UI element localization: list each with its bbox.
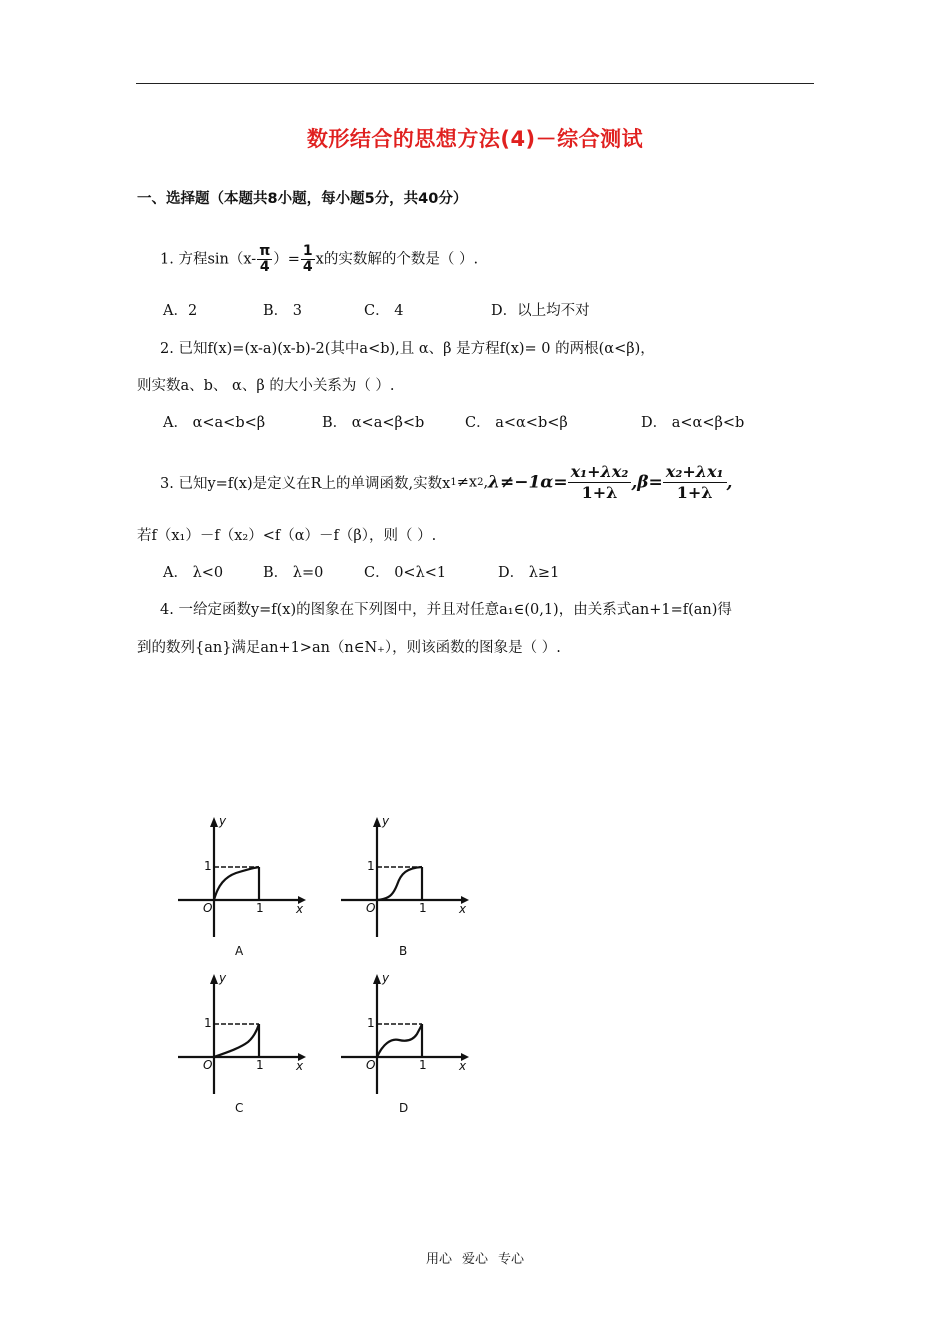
q3-beta-denominator: 1+λ xyxy=(676,483,713,502)
q2-option-c: C． a<α<b<β xyxy=(465,415,568,431)
q2-option-b: B． α<a<β<b xyxy=(322,415,425,431)
section-heading: 一、选择题（本题共8小题，每小题5分，共40分） xyxy=(137,191,468,207)
q3-alpha-eq: α= xyxy=(540,472,568,493)
page-title: 数形结合的思想方法(4)－综合测试 xyxy=(306,127,644,151)
q3-line-2: 若f（x₁）－f（x₂）<f（α）－f（β），则（ ）. xyxy=(137,528,437,544)
graph-d-y-tick: 1 xyxy=(367,1016,375,1030)
graph-c-x-label: x xyxy=(296,1059,304,1073)
q1-option-c: C． 4 xyxy=(364,303,404,319)
q2-line-1: 2. 已知f(x)=(x-a)(x-b)-2(其中a<b),且 α、β 是方程f(x)= 0 的两根(α<β)， xyxy=(160,341,655,357)
q3-sub-2: 2 xyxy=(477,477,484,488)
q4-line-1: 4. 一给定函数y=f(x)的图象在下列图中，并且对任意a₁∈(0,1)，由关系式an+1=f(an)得 xyxy=(160,602,732,618)
q3-option-a: A． λ<0 xyxy=(163,565,224,581)
q1-fraction-one-over-4 xyxy=(301,244,315,275)
graph-b-y-tick: 1 xyxy=(367,859,375,873)
q2-option-a: A． α<a<b<β xyxy=(163,415,266,431)
q1-option-b: B． 3 xyxy=(263,303,302,319)
graph-c-y-label: y xyxy=(219,971,227,985)
graph-d-label: D xyxy=(399,1101,409,1115)
graph-b-x-label: x xyxy=(459,902,467,916)
q1-four-b: 4 xyxy=(302,259,313,275)
q3-neq: ≠x xyxy=(456,474,478,491)
footer-item-3: 专心 xyxy=(498,1252,525,1267)
q3-beta-numerator: x₂+λx₁ xyxy=(663,462,727,483)
q1-fraction-pi-over-4 xyxy=(257,244,272,275)
graph-d-x-tick: 1 xyxy=(419,1058,427,1072)
graph-c-x-tick: 1 xyxy=(256,1058,264,1072)
graph-a-y-tick: 1 xyxy=(204,859,212,873)
q4-line-2: 到的数列{an}满足an+1>an（n∈N₊），则该函数的图象是（ ）. xyxy=(137,640,561,656)
q3-option-c: C． 0<λ<1 xyxy=(364,565,447,581)
q3-option-b: B． λ=0 xyxy=(263,565,324,581)
q3-alpha-fraction xyxy=(568,462,632,503)
q3-comma: , xyxy=(483,474,489,491)
graph-c-label: C xyxy=(235,1101,244,1115)
q3-alpha-denominator: 1+λ xyxy=(581,483,618,502)
graph-d-x-label: x xyxy=(459,1059,467,1073)
header-rule xyxy=(136,83,814,84)
graph-b-x-tick: 1 xyxy=(419,901,427,915)
graph-d xyxy=(333,972,483,1112)
graph-c xyxy=(170,972,320,1112)
q1-option-d: D．以上均不对 xyxy=(491,303,590,319)
q3-option-d: D． λ≥1 xyxy=(498,565,560,581)
q2-line-2: 则实数a、b、 α、β 的大小关系为（ ）. xyxy=(137,378,395,394)
q3-prefix: 3. 已知y=f(x)是定义在R上的单调函数,实数x xyxy=(160,476,451,492)
q1-prefix: 1. 方程sin（x- xyxy=(160,251,257,268)
q3-beta-fraction xyxy=(663,462,727,503)
graph-a-x-tick: 1 xyxy=(256,901,264,915)
q1-one: 1 xyxy=(302,243,313,259)
graph-c-y-tick: 1 xyxy=(204,1016,212,1030)
graph-a-x-label: x xyxy=(296,902,304,916)
q1-pi: π xyxy=(259,243,271,259)
q1-option-a: A．2 xyxy=(163,303,198,319)
graph-a-origin: O xyxy=(203,901,213,915)
question-3 xyxy=(160,462,732,503)
q3-sub-1: 1 xyxy=(450,477,457,488)
q3-end: , xyxy=(726,472,733,493)
graph-a-label: A xyxy=(235,944,244,958)
q2-option-d: D． a<α<β<b xyxy=(641,415,745,431)
footer-item-1: 用心 xyxy=(425,1252,452,1267)
graph-b-label: B xyxy=(399,944,408,958)
graph-c-origin: O xyxy=(203,1058,213,1072)
graph-d-y-label: y xyxy=(382,971,390,985)
q3-beta-eq: ,β= xyxy=(631,472,663,493)
q3-lambda-condition: λ≠−1 xyxy=(488,472,541,493)
graph-b-y-label: y xyxy=(382,814,390,828)
question-1 xyxy=(160,244,478,275)
page-footer xyxy=(0,1248,950,1267)
q1-mid: ）= xyxy=(273,251,300,268)
graph-b-origin: O xyxy=(366,901,376,915)
q1-suffix: x的实数解的个数是（ ）. xyxy=(315,251,479,268)
graph-d-origin: O xyxy=(366,1058,376,1072)
q1-four-a: 4 xyxy=(259,259,270,275)
footer-item-2: 爱心 xyxy=(461,1252,488,1267)
graph-b xyxy=(333,815,483,955)
graph-a-y-label: y xyxy=(219,814,227,828)
q3-alpha-numerator: x₁+λx₂ xyxy=(568,462,632,483)
graph-a xyxy=(170,815,320,955)
